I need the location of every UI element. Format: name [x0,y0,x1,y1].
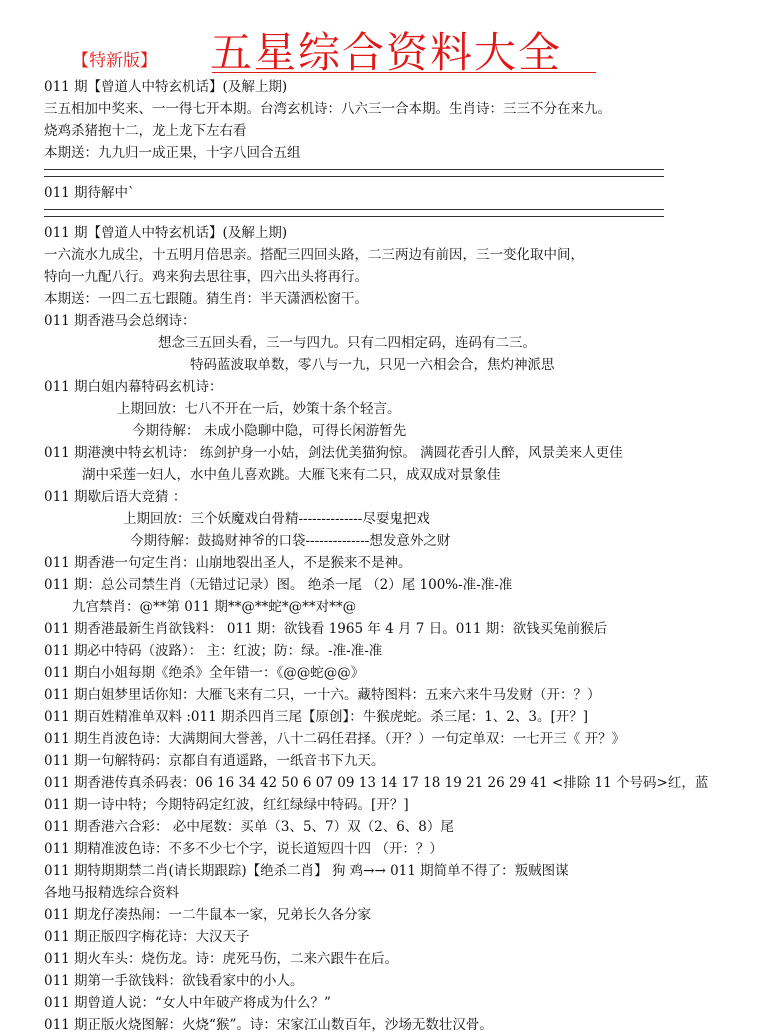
text-line: 011 期香港马会总纲诗： [44,313,196,329]
text-line: 特向一九配八行。鸡来狗去思往事，四六出头将再行。 [44,269,368,285]
text-line: 本期送：一四二五七跟随。猜生肖：半天潇洒松窗干。 [44,291,368,307]
text-line: 011 期【曾道人中特玄机话】(及解上期) [44,79,288,95]
text-line: 上期回放：三个妖魔戏白骨精--------------尽耍鬼把戏 [123,511,430,527]
text-line: 烧鸡杀猪抱十二，龙上龙下左右看 [44,123,247,139]
text-line: 011 期白姐梦里话你知：大雁飞来有二只，一十六。藏特图料：五来六来牛马发财（开：？） [44,687,601,703]
text-line: 011 期歇后语大竞猜 ： [44,489,187,505]
text-line: 上期回放：七八不开在一后，妙策十条个轻言。 [117,401,401,417]
text-line: 011 期：总公司禁生肖（无错过记录）图。 绝杀一尾 （2）尾 100%-准-准-准 [44,577,513,593]
double-divider [44,209,664,217]
text-line: 今期待解： 未成小隐聊中隐，可得长闲游暂先 [132,423,407,439]
text-line: 011 期火车头：烧伤龙。诗：虎死马伤，二来六跟牛在后。 [44,951,399,967]
text-line: 011 期【曾道人中特玄机话】(及解上期) [44,225,288,241]
text-line: 011 期港澳中特玄机诗： 练剑护身一小姑，剑法优美猫狗惊。 满圆花香引人醉，风景美来人更佳 [44,445,623,461]
text-line: 湖中采莲一妇人，水中鱼儿喜欢跳。大雁飞来有二只，成双成对景象佳 [82,467,501,483]
text-line: 011 期一诗中特；今期特码定红波，红红绿绿中特码。[开？] [44,797,409,813]
text-line: 011 期精准波色诗：不多不少七个字，说长道短四十四 （开：？） [44,841,443,857]
text-line: 011 期特期期禁二肖(请长期跟踪)【绝杀二肖】 狗 鸡→→ 011 期简单不得了：叛贼图谋 [44,863,569,879]
text-line: 011 期香港最新生肖欲钱料： 011 期：欲钱看 1965 年 4 月 7 日。011 期：欲钱买兔前猴后 [44,621,608,637]
text-line: 011 期香港六合彩： 必中尾数：买单（3、5、7）双（2、6、8）尾 [44,819,454,835]
text-line: 011 期百姓精准单双料 :011 期杀四肖三尾【原创】：牛猴虎蛇。杀三尾：1、2、3。[开？] [44,709,589,725]
title-underline [212,72,596,73]
text-line: 011 期龙仔凑热闹：一二牛鼠本一家，兄弟长久各分家 [44,907,372,923]
text-line: 想念三五回头看，三一与四九。只有二四相定码，连码有二三。 [158,335,536,351]
text-line: 011 期生肖波色诗：大满期间大誉善，八十二码任君择。（开？）一句定单双：一七开三《 开？》 [44,731,626,747]
text-line: 三五相加中奖来、一一得七开本期。台湾玄机诗：八六三一合本期。生肖诗：三三不分在来九。 [44,101,611,117]
text-line: 011 期待解中` [44,185,135,201]
page-title: 五星综合资料大全 [210,28,563,77]
text-line: 各地马报精选综合资料 [44,885,179,901]
text-line: 011 期正版火烧图解：火烧“猴”。诗：宋家江山数百年，沙场无数壮汉骨。 [44,1017,493,1033]
text-line: 011 期第一手欲钱料：欲钱看家中的小人。 [44,973,304,989]
text-line: 011 期香港一句定生肖：山崩地裂出圣人，不是猴来不是神。 [44,555,412,571]
text-line: 011 期正版四字梅花诗：大汉天子 [44,929,250,945]
text-line: 九宫禁肖：@**第 011 期**@**蛇*@**对**@ [72,599,357,615]
double-divider [44,169,664,177]
text-line: 本期送：九九归一成正果，十字八回合五组 [44,145,301,161]
text-line: 011 期必中特码（波路）： 主：红波；防：绿。-准-准-准 [44,643,383,659]
text-line: 今期待解：鼓捣财神爷的口袋--------------想发意外之财 [130,533,451,549]
text-line: 特码蓝波取单数，零八与一九，只见一六相会合，焦灼神派思 [190,357,555,373]
text-line: 011 期曾道人说：“女人中年破产将成为什么？” [44,995,331,1011]
text-body [0,76,761,1036]
text-line: 011 期香港传真杀码表：06 16 34 42 50 6 07 09 13 14 17 18 19 21 26 29 41 <排除 11 个号码>红，蓝 [44,775,709,791]
text-line: 一六流水九成尘，十五明月倍思亲。搭配三四回头路，二三两边有前因，三一变化取中间， [44,247,584,263]
edition-badge: 【特新版】 [72,51,157,71]
text-line: 011 期白小姐每期《绝杀》全年错一：《@@蛇@@》 [44,665,365,681]
text-line: 011 期一句解特码：京都自有逍遥路，一纸音书下九天。 [44,753,385,769]
text-line: 011 期白姐内幕特码玄机诗： [44,379,223,395]
